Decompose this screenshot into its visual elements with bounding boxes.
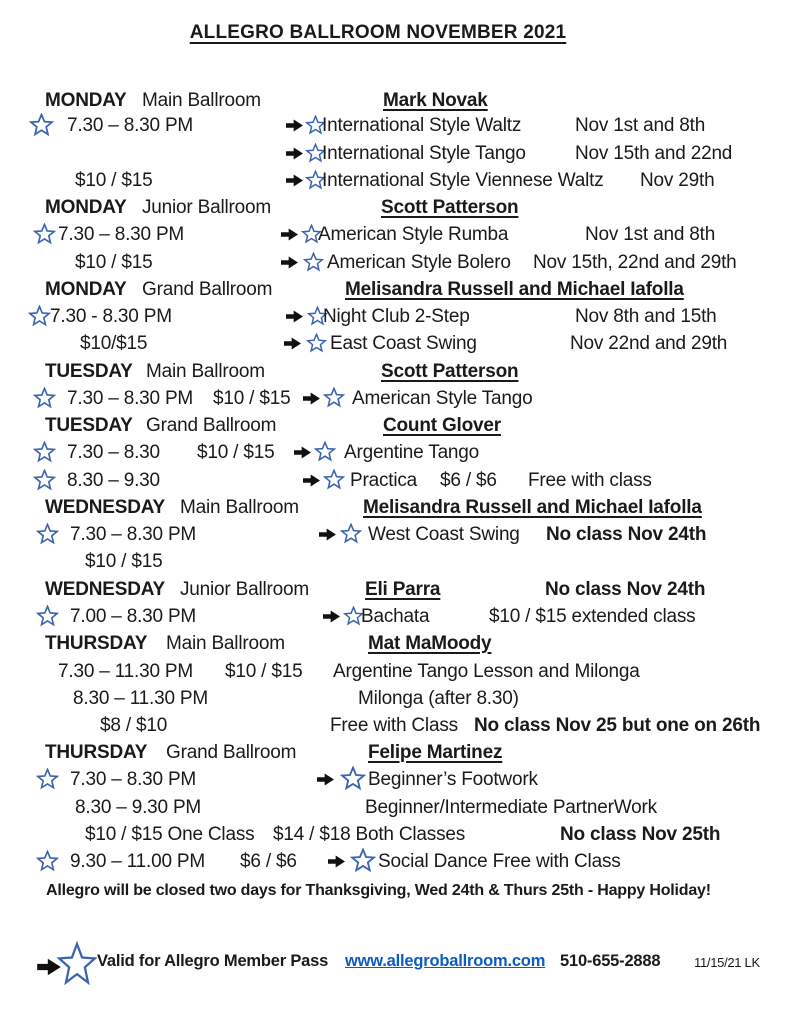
- class-name: International Style Waltz: [322, 115, 522, 136]
- class-name: West Coast Swing: [368, 524, 520, 545]
- day-label: WEDNESDAY: [45, 579, 165, 600]
- time-range: 8.30 – 9.30 PM: [75, 797, 202, 818]
- arrow-icon: [302, 472, 321, 489]
- schedule-line: [0, 440, 792, 466]
- room-label: Main Ballroom: [142, 90, 261, 111]
- arrow-icon: [293, 444, 312, 461]
- class-name: Beginner/Intermediate PartnerWork: [365, 797, 657, 818]
- class-dates: Nov 15th, 22nd and 29th: [533, 252, 737, 273]
- star-icon: [33, 387, 56, 410]
- time-range: 7.30 – 8.30: [67, 442, 160, 463]
- price: $10/$15: [80, 333, 148, 354]
- room-label: Main Ballroom: [180, 497, 299, 518]
- class-name: Milonga (after 8.30): [358, 688, 519, 709]
- schedule-line: [0, 141, 792, 167]
- star-icon: [33, 223, 56, 246]
- arrow-icon: [285, 145, 304, 162]
- schedule-line: [0, 659, 792, 685]
- room-label: Grand Ballroom: [142, 279, 273, 300]
- arrow-icon: [285, 117, 304, 134]
- price: $14 / $18 Both Classes: [273, 824, 466, 845]
- arrow-icon: [280, 226, 299, 243]
- time-range: 7.30 – 8.30 PM: [67, 115, 194, 136]
- schedule-line: [0, 495, 792, 521]
- star-icon: [36, 605, 59, 628]
- closure-note: Allegro will be closed two days for Thanksgiving, Wed 24th & Thurs 25th - Happy Holiday!: [46, 882, 711, 899]
- price: $10 / $15 extended class: [489, 606, 696, 627]
- schedule-line: [0, 468, 792, 494]
- class-name: Practica: [350, 470, 418, 491]
- time-range: 7.30 – 8.30 PM: [67, 388, 194, 409]
- schedule-line: [0, 849, 792, 875]
- instructor-name: Melisandra Russell and Michael Iafolla: [363, 497, 702, 518]
- star-icon: [306, 333, 327, 354]
- no-class-note: No class Nov 24th: [545, 579, 706, 600]
- day-label: TUESDAY: [45, 361, 133, 382]
- schedule-line: [0, 304, 792, 330]
- class-name: American Style Tango: [352, 388, 533, 409]
- instructor-name: Count Glover: [383, 415, 501, 436]
- star-icon: [56, 939, 98, 995]
- member-pass-note: Valid for Allegro Member Pass: [97, 952, 329, 970]
- schedule-line: [0, 740, 792, 766]
- schedule-line: [0, 195, 792, 221]
- schedule-line: [0, 795, 792, 821]
- schedule-line: [0, 604, 792, 630]
- price: $6 / $6: [440, 470, 497, 491]
- schedule-line: [0, 522, 792, 548]
- class-name: American Style Rumba: [318, 224, 509, 245]
- time-range: 8.30 – 11.30 PM: [73, 688, 209, 709]
- schedule-line: [0, 577, 792, 603]
- time-range: 7.00 – 8.30 PM: [70, 606, 197, 627]
- class-dates: Nov 29th: [640, 170, 715, 191]
- instructor-name: Scott Patterson: [381, 361, 519, 382]
- class-name: International Style Viennese Waltz: [322, 170, 604, 191]
- schedule-line: [0, 822, 792, 848]
- arrow-icon: [322, 608, 341, 625]
- class-name: Beginner’s Footwork: [368, 769, 538, 790]
- schedule-line: [0, 277, 792, 303]
- arrow-icon: [285, 308, 304, 325]
- schedule-line: [0, 631, 792, 657]
- star-icon: [28, 305, 51, 328]
- arrow-icon: [316, 771, 335, 788]
- time-range: 7.30 - 8.30 PM: [50, 306, 172, 327]
- room-label: Grand Ballroom: [146, 415, 277, 436]
- no-class-note: No class Nov 25 but one on 26th: [474, 715, 761, 736]
- instructor-name: Eli Parra: [365, 579, 441, 600]
- schedule-line: [0, 88, 792, 114]
- time-range: 7.30 – 8.30 PM: [70, 524, 197, 545]
- note: Free with class: [528, 470, 652, 491]
- class-dates: Nov 8th and 15th: [575, 306, 717, 327]
- room-label: Grand Ballroom: [166, 742, 297, 763]
- schedule-line: [0, 331, 792, 357]
- day-label: MONDAY: [45, 279, 127, 300]
- star-icon: [323, 387, 345, 409]
- class-name: Night Club 2-Step: [323, 306, 470, 327]
- class-dates: Nov 22nd and 29th: [570, 333, 728, 354]
- star-icon: [33, 469, 56, 492]
- time-range: 7.30 – 11.30 PM: [58, 661, 194, 682]
- schedule-line: [0, 386, 792, 412]
- instructor-name: Felipe Martinez: [368, 742, 503, 763]
- arrow-icon: [280, 254, 299, 271]
- price: $6 / $6: [240, 851, 297, 872]
- price: $8 / $10: [100, 715, 168, 736]
- no-class-note: No class Nov 25th: [560, 824, 721, 845]
- day-label: WEDNESDAY: [45, 497, 165, 518]
- star-icon: [340, 766, 366, 792]
- schedule-line: [0, 878, 792, 904]
- website-link[interactable]: www.allegroballroom.com: [345, 952, 546, 970]
- arrow-icon: [283, 335, 302, 352]
- time-range: 7.30 – 8.30 PM: [70, 769, 197, 790]
- day-label: MONDAY: [45, 90, 127, 111]
- room-label: Junior Ballroom: [180, 579, 309, 600]
- arrow-icon: [318, 526, 337, 543]
- instructor-name: Melisandra Russell and Michael Iafolla: [345, 279, 684, 300]
- star-icon: [33, 441, 56, 464]
- day-label: MONDAY: [45, 197, 127, 218]
- instructor-name: Mark Novak: [383, 90, 488, 111]
- price: $10 / $15: [75, 170, 153, 191]
- star-icon: [340, 523, 362, 545]
- time-range: 8.30 – 9.30: [67, 470, 160, 491]
- class-dates: Nov 1st and 8th: [585, 224, 716, 245]
- arrow-icon: [285, 172, 304, 189]
- class-dates: Nov 1st and 8th: [575, 115, 706, 136]
- class-name: Argentine Tango Lesson and Milonga: [333, 661, 640, 682]
- schedule-line: [0, 413, 792, 439]
- price: $10 / $15: [85, 551, 163, 572]
- star-icon: [303, 252, 324, 273]
- schedule-line: [0, 222, 792, 248]
- star-icon: [350, 848, 376, 874]
- class-name: East Coast Swing: [330, 333, 477, 354]
- class-name: Argentine Tango: [344, 442, 480, 463]
- star-icon: [29, 113, 54, 138]
- day-label: THURSDAY: [45, 742, 148, 763]
- price: $10 / $15: [197, 442, 275, 463]
- room-label: Main Ballroom: [146, 361, 265, 382]
- schedule-line: [0, 686, 792, 712]
- class-dates: Nov 15th and 22nd: [575, 143, 733, 164]
- schedule-line: [0, 713, 792, 739]
- arrow-icon: [327, 853, 346, 870]
- schedule-line: [0, 113, 792, 139]
- schedule-line: [0, 359, 792, 385]
- day-label: THURSDAY: [45, 633, 148, 654]
- room-label: Junior Ballroom: [142, 197, 271, 218]
- schedule-line: [0, 767, 792, 793]
- arrow-icon: [302, 390, 321, 407]
- price: $10 / $15 One Class: [85, 824, 255, 845]
- revision-note: 11/15/21 LK: [694, 955, 760, 970]
- no-class-note: No class Nov 24th: [546, 524, 707, 545]
- phone-number: 510-655-2888: [560, 952, 661, 970]
- star-icon: [323, 469, 345, 491]
- instructor-name: Mat MaMoody: [368, 633, 492, 654]
- class-name: Social Dance Free with Class: [378, 851, 621, 872]
- schedule-line: [0, 549, 792, 575]
- schedule-line: [0, 250, 792, 276]
- day-label: TUESDAY: [45, 415, 133, 436]
- star-icon: [36, 850, 59, 873]
- schedule-line: [0, 168, 792, 194]
- class-name: Bachata: [361, 606, 430, 627]
- instructor-name: Scott Patterson: [381, 197, 519, 218]
- star-icon: [36, 523, 59, 546]
- class-name: American Style Bolero: [327, 252, 511, 273]
- star-icon: [36, 768, 59, 791]
- page-title: ALLEGRO BALLROOM NOVEMBER 2021: [189, 22, 567, 43]
- class-name: International Style Tango: [322, 143, 526, 164]
- star-icon: [314, 441, 336, 463]
- price: $10 / $15: [225, 661, 303, 682]
- time-range: 7.30 – 8.30 PM: [58, 224, 185, 245]
- note: Free with Class: [330, 715, 458, 736]
- price: $10 / $15: [75, 252, 153, 273]
- time-range: 9.30 – 11.00 PM: [70, 851, 206, 872]
- footer: [0, 938, 792, 1002]
- price: $10 / $15: [213, 388, 291, 409]
- room-label: Main Ballroom: [166, 633, 285, 654]
